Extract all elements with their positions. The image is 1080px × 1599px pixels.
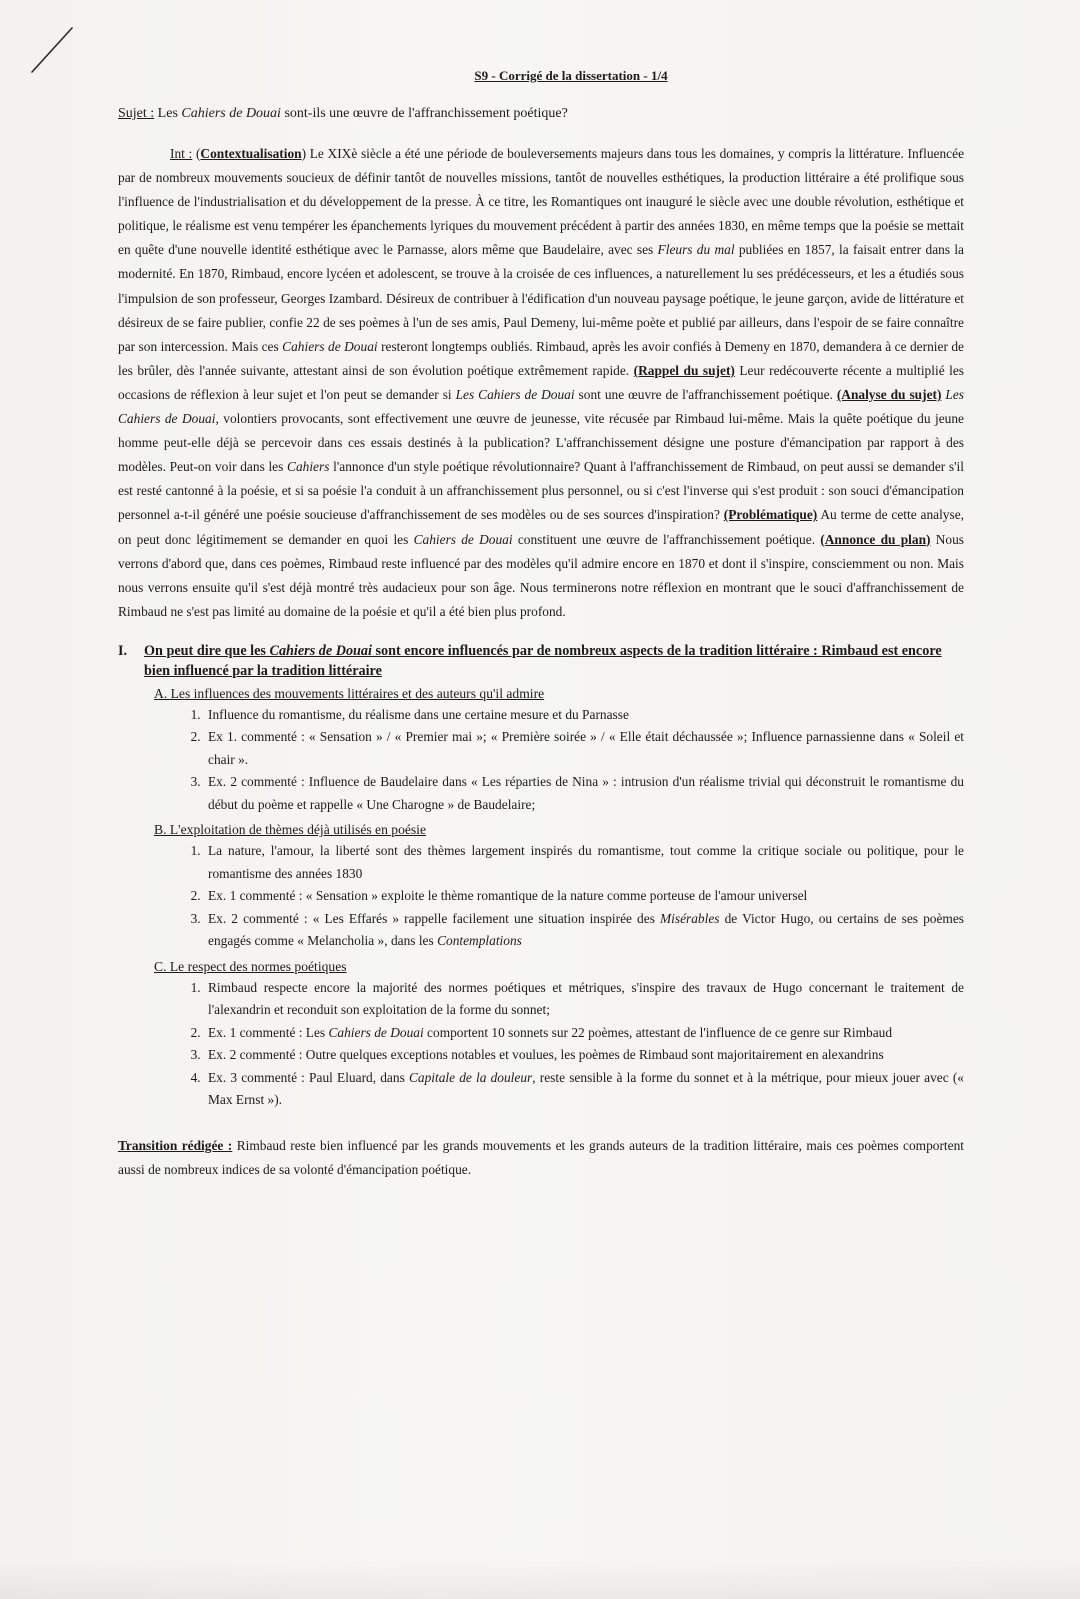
- list-item: 1. Rimbaud respecte encore la majorité des normes poétiques et métriques, s'inspire des travaux de Hugo concernant le traitement de l'alexandrin et reconduit son exploitation de la forme du sonnet;: [204, 977, 964, 1022]
- page-bottom-shadow: [0, 1559, 1080, 1599]
- list-item: 3. Ex. 2 commenté : Outre quelques exceptions notables et voulues, les poèmes de Rimbaud sont majoritairement en alexandrins: [204, 1044, 964, 1067]
- list-item: 2. Ex. 1 commenté : « Sensation » exploite le thème romantique de la nature comme porteuse de l'amour universel: [204, 885, 964, 908]
- contextualisation-label: Contextualisation: [200, 146, 302, 161]
- subsection-a-title: A. Les influences des mouvements littéraires et des auteurs qu'il admire: [154, 685, 545, 701]
- list-item: 4. Ex. 3 commenté : Paul Eluard, dans Capitale de la douleur, reste sensible à la forme du sonnet et à la métrique, pour mieux jouer avec (« Max Ernst »).: [204, 1067, 964, 1112]
- subsection-c-title: C. Le respect des normes poétiques: [154, 958, 347, 974]
- annonce-label: (Annonce du plan): [820, 531, 931, 547]
- transition-label: Transition rédigée :: [118, 1137, 233, 1153]
- subject-line: Sujet : Les Cahiers de Douai sont-ils une œuvre de l'affranchissement poétique?: [118, 106, 568, 121]
- pen-stroke-mark: [0, 0, 120, 100]
- analyse-label: (Analyse du sujet): [836, 386, 942, 402]
- subsection-b-title: B. L'exploitation de thèmes déjà utilisés en poésie: [154, 822, 426, 838]
- page-title: S9 - Corrigé de la dissertation - 1/4: [474, 68, 668, 83]
- subject-label: Sujet :: [118, 106, 155, 121]
- subsection-c-list: [118, 977, 964, 1112]
- section-1-title: I. On peut dire que les Cahiers de Douai sont encore influencés par de nombreux aspects de la tradition littéraire : Rimbaud est encore bien influencé par la tradition littéraire: [118, 642, 942, 679]
- document-content: [118, 68, 964, 1182]
- list-item: 2. Ex 1. commenté : « Sensation » / « Premier mai »; « Première soirée » / « Elle était déchaussée »; Influence parnassienne dans « Soleil et chair ».: [204, 726, 964, 771]
- transition-paragraph: Transition rédigée : Rimbaud reste bien influencé par les grands mouvements et les grands auteurs de la tradition littéraire, mais ces poèmes comportent aussi de nombreux indices de sa volonté d'émancipation poétique.: [118, 1137, 964, 1177]
- introduction-paragraph: Int : (Contextualisation) Le XIXè siècle a été une période de bouleversements majeurs dans tous les domaines, y compris la littérature. Influencée par de nombreux mouvements soucieux de définir tantôt de nouvelles missions, tantôt de nouvelles esthétiques, la production littéraire a été prolifique sous l'influence de l'industrialisation et du développement de la presse. À ce titre, les Romantiques ont inauguré le siècle avec une double révolution, esthétique et politique, le réalisme est venu tempérer les épanchements lyriques du mouvement précédent à partir des années 1830, en même temps que la poésie se mettait en quête d'une nouvelle identité esthétique avec le Parnasse, alors même que Baudelaire, avec ses Fleurs du mal publiées en 1857, la faisait entrer dans la modernité. En 1870, Rimbaud, encore lycéen et adolescent, se trouve à la croisée de ces influences, a naturellement lu ses prédécesseurs, et les a étudiés sous l'impulsion de son professeur, Georges Izambard. Désireux de contribuer à l'édification d'un nouveau paysage poétique, le jeune garçon, avide de littérature et désireux de se faire publier, confie 22 de ses poèmes à l'un de ses amis, Paul Demeny, lui-même poète et publié par ailleurs, dans l'espoir de se faire connaître par son intercession. Mais ces Cahiers de Douai resteront longtemps oubliés. Rimbaud, après les avoir confiés à Demeny en 1870, demandera à ce dernier de les brûler, dès l'année suivante, attestant ainsi de son évolution poétique extrêmement rapide. (Rappel du sujet) Leur redécouverte récente a multiplié les occasions de réflexion à leur sujet et l'on peut se demander si Les Cahiers de Douai sont une œuvre de l'affranchissement poétique. (Analyse du sujet) Les Cahiers de Douai, volontiers provocants, sont effectivement une œuvre de jeunesse, vite récusée par Rimbaud lui-même. Mais la quête poétique du jeune homme peut-elle déjà se percevoir dans ces essais destinés à la publication? L'affranchissement désigne une posture d'émancipation par rapport à des modèles. Peut-on voir dans les Cahiers l'annonce d'un style poétique révolutionnaire? Quant à l'affranchissement de Rimbaud, on peut aussi se demander s'il est resté cantonné à la poésie, et si sa poésie l'a conduit à un affranchissement plus personnel, ou si c'est l'inverse qui s'est produit : son souci d'émancipation personnel a-t-il généré une poésie soucieuse d'affranchissement de ses modèles ou de ses sources d'inspiration? (Problématique) Au terme de cette analyse, on peut donc légitimement se demander en quoi les Cahiers de Douai constituent une œuvre de l'affranchissement poétique. (Annonce du plan) Nous verrons d'abord que, dans ces poèmes, Rimbaud reste influencé par des modèles qu'il admire encore en 1870 et dont il s'inspire, consciemment ou non. Mais nous verrons ensuite qu'il s'est déjà montré très audacieux pour son âge. Nous terminerons notre réflexion en montrant que le souci d'affranchissement de Rimbaud ne s'est pas limité au domaine de la poésie et qu'il a été bien plus profond.: [118, 146, 965, 619]
- problematique-label: (Problématique): [723, 507, 818, 523]
- list-item: 3. Ex. 2 commenté : Influence de Baudelaire dans « Les réparties de Nina » : intrusion d'un réalisme trivial qui déconstruit le romantisme du début du poème et rappelle « Une Charogne » de Baudelaire;: [204, 771, 964, 816]
- list-item: 3. Ex. 2 commenté : « Les Effarés » rappelle facilement une situation inspirée des Misérables de Victor Hugo, ou certains de ses poèmes engagés comme « Melancholia », dans les Contemplations: [204, 908, 964, 953]
- subsection-a-list: [118, 704, 964, 817]
- list-item: 2. Ex. 1 commenté : Les Cahiers de Douai comportent 10 sonnets sur 22 poèmes, attestant de l'influence de ce genre sur Rimbaud: [204, 1022, 964, 1045]
- intro-label: Int :: [170, 146, 193, 161]
- list-item: 1. La nature, l'amour, la liberté sont des thèmes largement inspirés du romantisme, tout comme la critique sociale ou politique, pour le romantisme des années 1830: [204, 840, 964, 885]
- rappel-label: (Rappel du sujet): [633, 362, 735, 378]
- subsection-b-list: [118, 840, 964, 953]
- list-item: 1. Influence du romantisme, du réalisme dans une certaine mesure et du Parnasse: [204, 704, 964, 727]
